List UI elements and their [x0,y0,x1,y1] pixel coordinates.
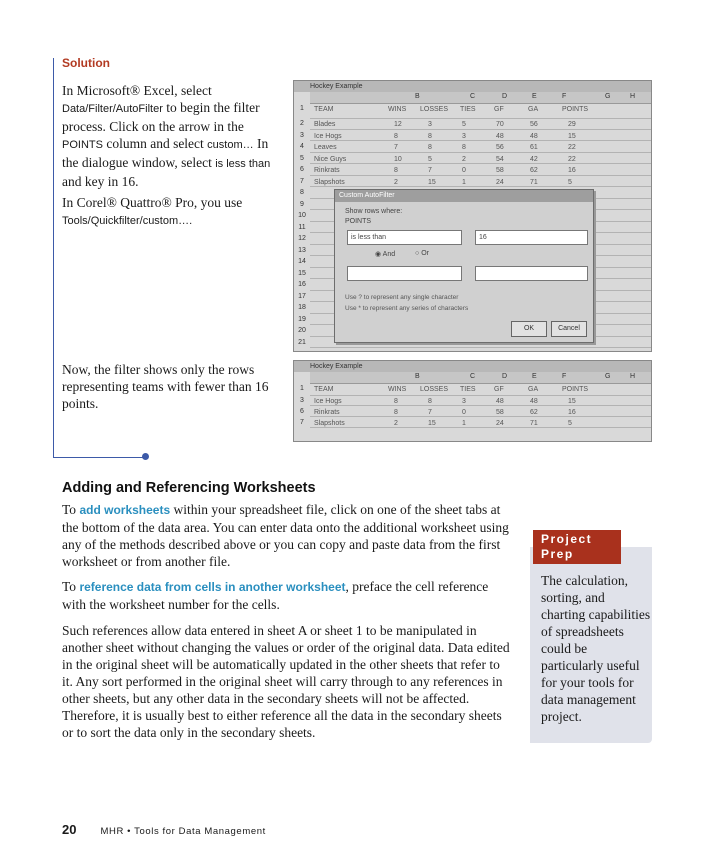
row-number: 5 [300,154,304,162]
table-cell: 24 [496,420,504,427]
table-row [310,153,651,165]
value-input-2[interactable] [475,266,588,281]
row-number: 18 [298,304,306,311]
table-cell: 42 [530,155,538,163]
table-cell: 56 [496,144,504,151]
table-cell: 5 [462,121,466,128]
table-row [310,406,651,417]
table-cell: 8 [394,167,398,174]
row-number: 14 [298,258,306,265]
footer-text: MHR • Tools for Data Management [100,826,266,837]
row-number: 6 [300,166,304,173]
row-number: 15 [298,269,306,277]
table-cell: 70 [496,121,504,128]
row-number: 4 [300,143,304,150]
table-cell: 22 [568,144,576,151]
table-cell: 1 [462,178,466,186]
solution-paragraph-1: In Microsoft® Excel, select Data/Filter/AutoFilter to begin the filter process. Click on the arrow in the POINTS column and select custom… In the dialogue window, select is less than and key in 16. [62,83,271,189]
excel-screenshot-filtered: Hockey Example B C D E F G H 1 TEAM WINS LOSSES TIES GF GA POINTS 3 Ice Hogs 8 8 3 48 48 15 6 Rinkrats 8 7 0 58 62 16 7 Slapshots 2 15 1 24 71 5 [293,360,652,442]
row-number: 11 [298,223,306,231]
table-cell: 0 [462,167,466,174]
section-heading: Adding and Referencing Worksheets [62,480,316,496]
page-number: 20 [62,822,77,837]
table-cell: 22 [568,155,576,163]
section-paragraph-1: To add worksheets within your spreadsheet file, click on one of the sheet tabs at the bottom of the data area. You can enter data onto the additional worksheet using any of the methods described above or you can copy and paste data from the first worksheet or from another file. [62,502,509,569]
table-header-row: TEAM WINS LOSSES TIES GF GA POINTS [310,383,651,396]
row-number: 8 [300,189,304,196]
table-cell: Leaves [314,144,337,151]
table-cell: Blades [314,121,336,128]
table-cell: 5 [428,155,432,163]
table-cell: Slapshots [314,178,345,186]
table-cell: 24 [496,178,504,186]
row-number: 13 [298,246,306,254]
cancel-button[interactable]: Cancel [551,321,587,337]
table-cell: 15 [568,132,576,140]
table-cell: Rinkrats [314,409,340,416]
row-number: 7 [300,419,304,426]
table-cell: 48 [496,132,504,140]
table-cell: 3 [462,398,466,405]
keyword-reference-data: reference data from cells in another worksheet [79,580,346,594]
table-cell: Ice Hogs [314,132,342,140]
table-row [310,141,651,153]
row-number: 10 [298,212,306,219]
table-cell: 15 [428,420,436,427]
row-number: 17 [298,292,306,300]
table-cell: 1 [462,420,466,427]
window-title: Hockey Example [294,361,651,372]
table-cell: 58 [496,167,504,174]
operator-select-2[interactable] [347,266,462,281]
dialog-hint-1: Use ? to represent any single character [345,294,459,301]
row-number: 3 [300,397,304,404]
solution-rule-horizontal [53,457,145,458]
solution-paragraph-3: Now, the filter shows only the rows representing teams with fewer than 16 points. [62,362,269,411]
dialog-label: Show rows where: [345,208,403,215]
dialog-hint-2: Use * to represent any series of characters [345,305,469,312]
table-cell: 0 [462,409,466,416]
table-cell: 10 [394,155,402,163]
table-row [310,417,651,428]
row-number: 2 [300,120,304,127]
table-row [310,395,651,406]
ok-button[interactable]: OK [511,321,547,337]
project-prep-text: The calculation, sorting, and charting capabilities of spreadsheets could be particularly useful for your tools for data management project. [541,573,651,724]
rule-end-dot [142,453,149,460]
table-cell: 7 [428,167,432,174]
table-cell: 15 [568,398,576,405]
row-number: 16 [298,281,306,288]
row-number: 9 [300,200,304,208]
table-cell: Ice Hogs [314,398,342,405]
table-cell: 15 [428,178,436,186]
page-footer [62,822,266,837]
table-cell: Rinkrats [314,167,340,174]
dialog-field-name: POINTS [345,218,372,225]
row-number: 6 [300,408,304,415]
keyword-add-worksheets: add worksheets [79,503,171,517]
row-number: 12 [298,235,306,242]
table-cell: 71 [530,420,538,427]
table-row [310,118,651,130]
table-cell: 7 [428,409,432,416]
table-cell: 8 [462,144,466,151]
table-cell: 3 [428,121,432,128]
table-cell: 48 [496,398,504,405]
table-cell: 2 [462,155,466,163]
table-cell: 8 [394,398,398,405]
table-cell: 5 [568,420,572,427]
section-paragraph-2: To reference data from cells in another worksheet, preface the cell reference with the worksheet number for the cells. [62,579,489,612]
row-number: 19 [298,315,306,323]
table-cell: 2 [394,178,398,186]
table-cell: 62 [530,409,538,416]
or-radio[interactable]: ○ Or [415,250,429,257]
column-header-row: B C D E F G H [310,372,651,384]
table-cell: Nice Guys [314,155,347,163]
operator-select[interactable]: is less than [347,230,462,245]
table-header-row: TEAM WINS LOSSES TIES GF GA POINTS [310,103,651,119]
custom-autofilter-dialog [334,189,594,343]
excel-screenshot-autofilter: Hockey Example B C D E F G H 1 TEAM WINS LOSSES TIES GF GA POINTS 2 Blades 12 3 5 70 56 29 3 Ice Hogs 8 8 3 48 48 15 4 Leaves 7 8 8 56 61 22 5 Nice Guys 10 5 2 54 42 22 6 Rinkrats 8 7 0 58 62 16 7 Slapshots 2 15 1 24 71 5 8 9 10 11 12 13 14 15 16 17 18 19 20 21 Custom AutoFilter Show rows where: POINTS is less than 16 ◉ And ○ Or Use ? to represent any single character Use * to represent any series of characters OK Cancel [293,80,652,352]
table-cell: 62 [530,167,538,174]
section-paragraph-3: Such references allow data entered in sheet A or sheet 1 to be manipulated in another sheet without changing the values or order of the original data. Data edited in the original sheet will be automatically updated in the other sheets that refer to it. Any sort performed in the original sheet will carry through to any references in other sheets, but any other data in the secondary sheets will not be affected. Therefore, it is usually best to either reference all the data in the secondary sheets or to sort the data only in the secondary sheets. [62,623,510,740]
table-cell: 8 [428,144,432,151]
row-number: 7 [300,177,304,185]
table-cell: Slapshots [314,420,345,427]
window-title: Hockey Example [294,81,651,92]
table-cell: 8 [394,132,398,140]
dialog-title: Custom AutoFilter [335,190,593,202]
table-row [310,130,651,142]
table-cell: 3 [462,132,466,140]
row-number: 3 [300,131,304,139]
table-cell: 7 [394,144,398,151]
solution-heading: Solution [62,56,110,70]
project-prep-tab: Project Prep [533,530,621,564]
table-cell: 8 [394,409,398,416]
table-cell: 8 [428,132,432,140]
row-number: 21 [298,338,306,346]
table-row [310,176,651,188]
column-header-row: B C D E F G H [310,92,651,104]
table-cell: 5 [568,178,572,186]
row-number: 20 [298,327,306,334]
table-cell: 8 [428,398,432,405]
table-cell: 48 [530,132,538,140]
table-cell: 16 [568,409,576,416]
table-cell: 61 [530,144,538,151]
table-row [310,164,651,176]
and-radio[interactable]: ◉ And [375,251,396,258]
table-cell: 48 [530,398,538,405]
table-cell: 54 [496,155,504,163]
solution-paragraph-2: In Corel® Quattro® Pro, you use Tools/Quickfilter/custom…. [62,195,243,227]
table-cell: 29 [568,121,576,128]
table-cell: 2 [394,420,398,427]
table-cell: 58 [496,409,504,416]
solution-rule-vertical [53,58,54,458]
value-input[interactable]: 16 [475,230,588,245]
table-cell: 56 [530,121,538,128]
table-cell: 12 [394,121,402,128]
table-cell: 16 [568,167,576,174]
table-cell: 71 [530,178,538,186]
